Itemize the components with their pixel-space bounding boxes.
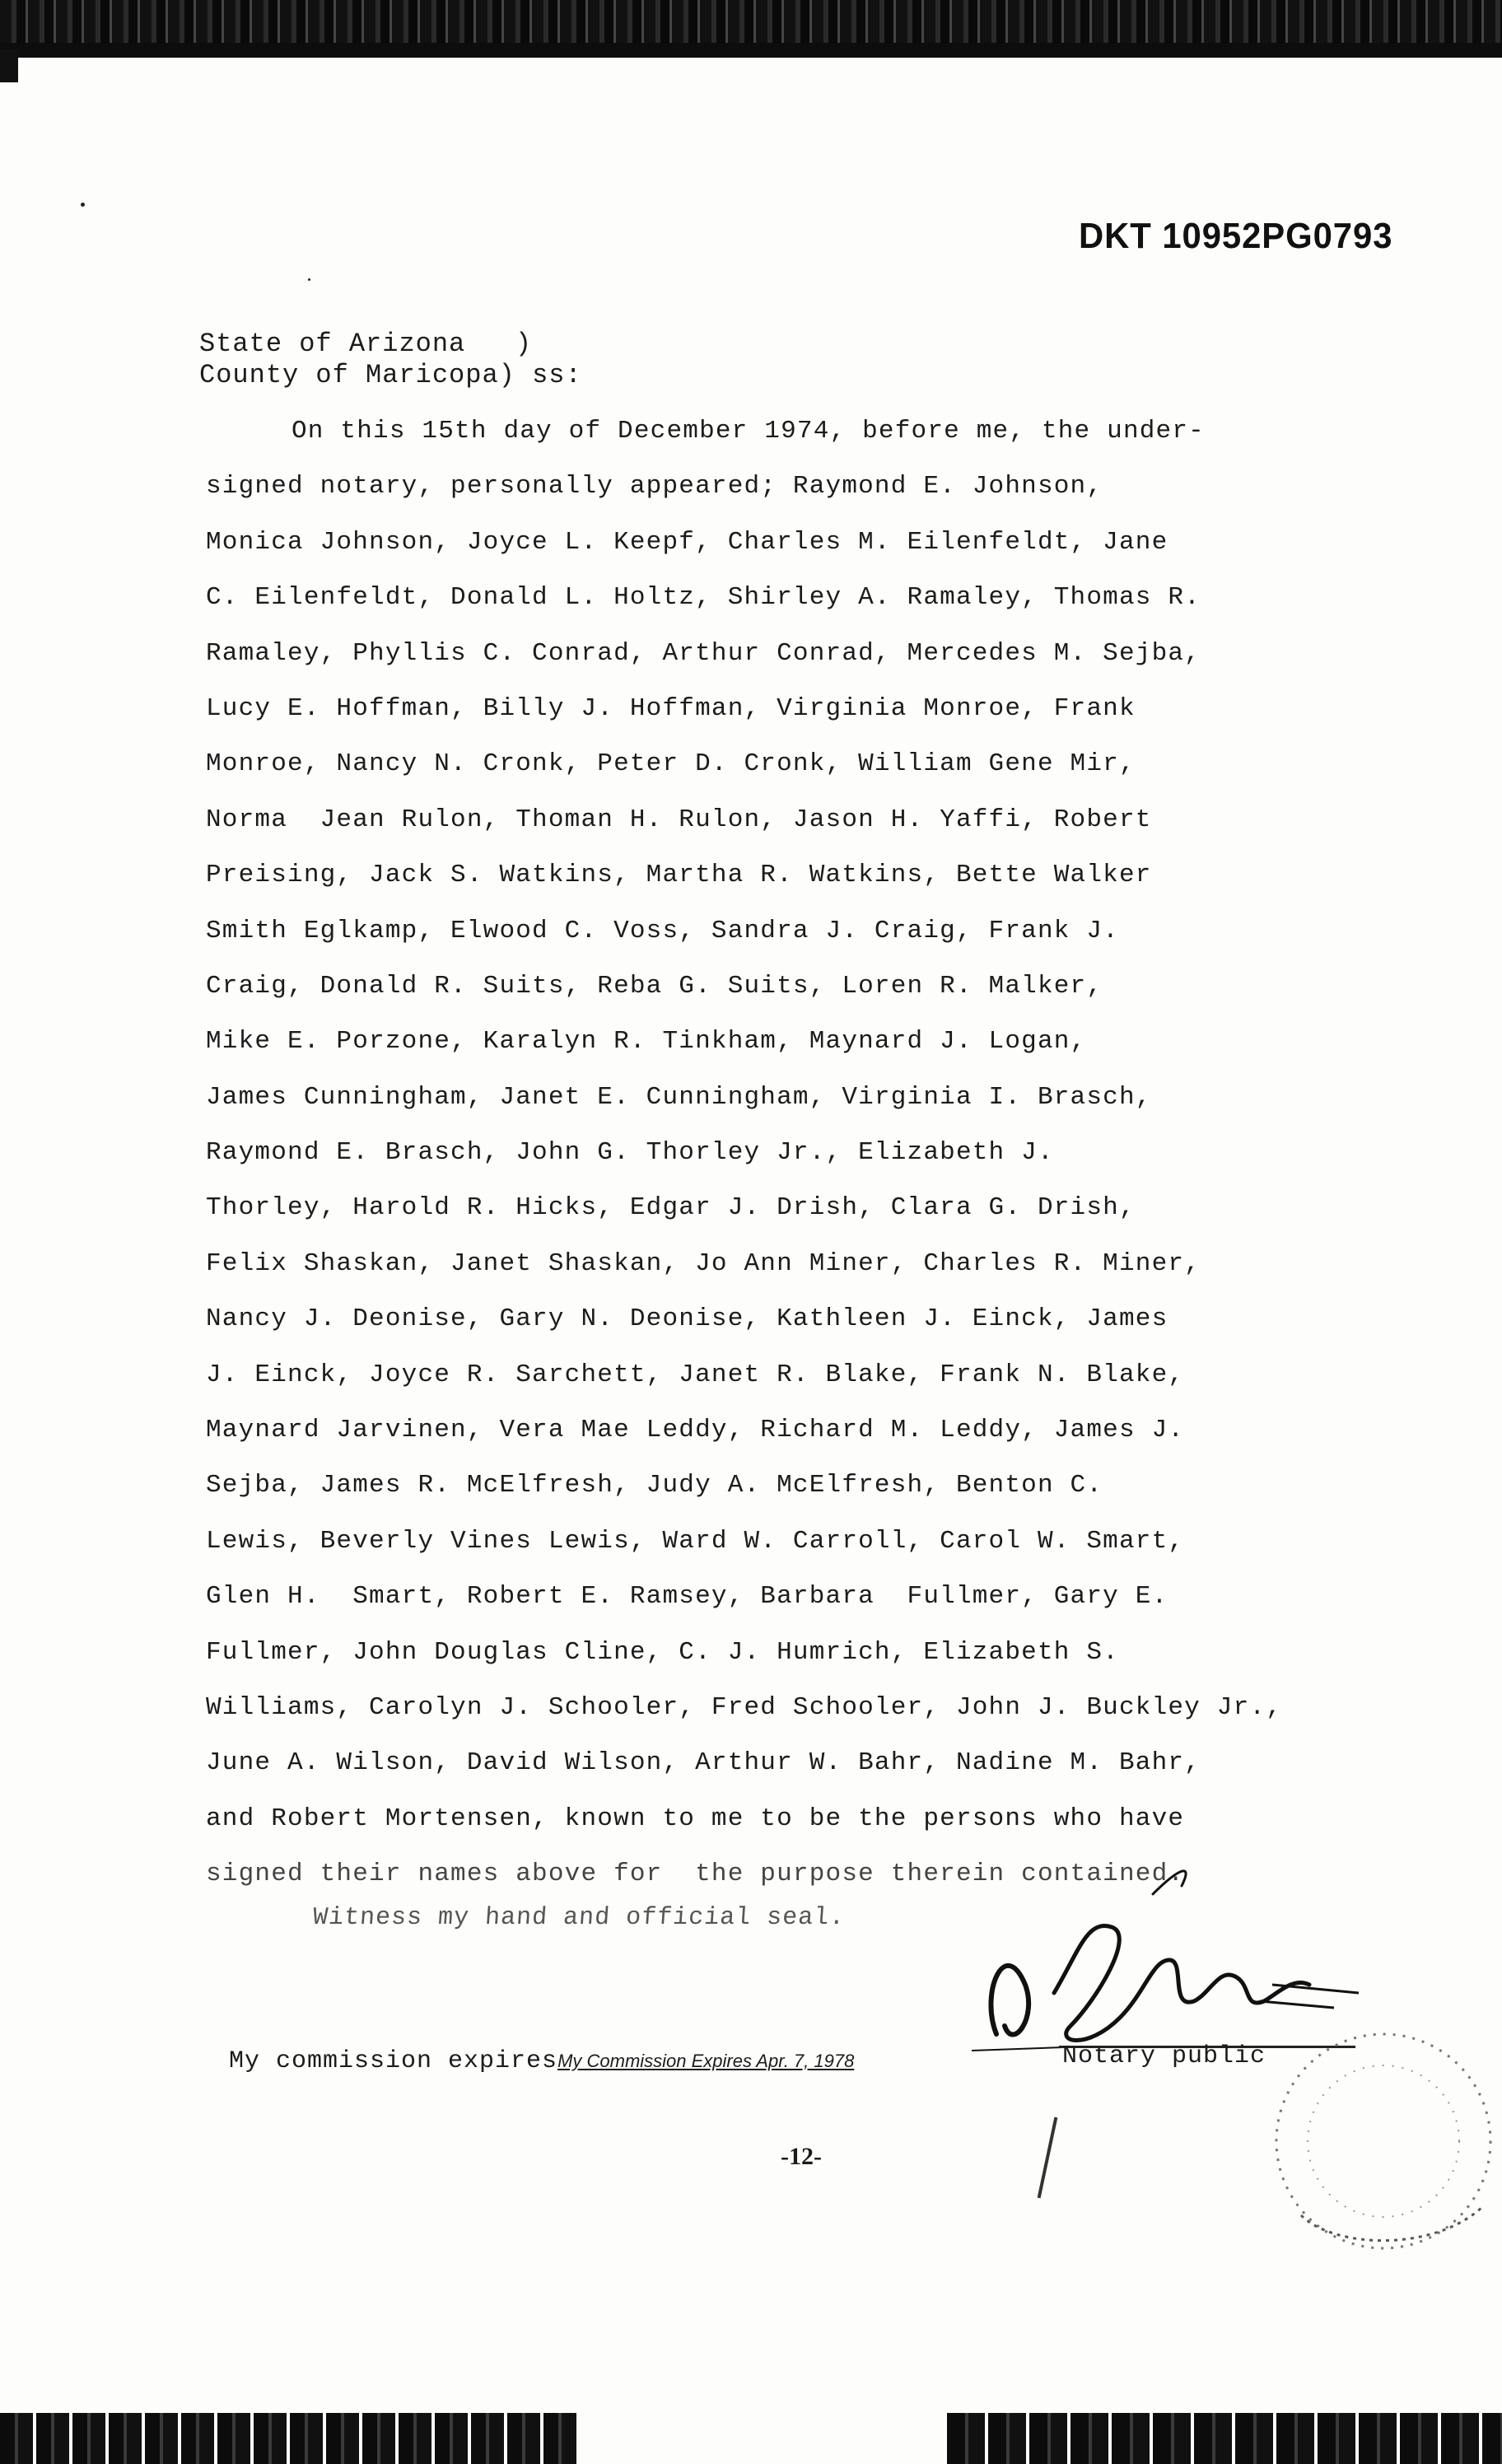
body-line: Lucy E. Hoffman, Billy J. Hoffman, Virginia Monroe, Frank	[206, 693, 1136, 723]
body-line: Sejba, James R. McElfresh, Judy A. McElfresh, Benton C.	[206, 1471, 1103, 1500]
commission-stamp: My Commission Expires Apr. 7, 1978	[557, 2051, 855, 2071]
notary-label: Notary public	[1062, 2042, 1266, 2070]
body-line: Raymond E. Brasch, John G. Thorley Jr., Elizabeth J.	[206, 1138, 1054, 1168]
body-line: J. Einck, Joyce R. Sarchett, Janet R. Blake, Frank N. Blake,	[206, 1360, 1185, 1389]
scan-speck	[308, 278, 310, 281]
body-line: Felix Shaskan, Janet Shaskan, Jo Ann Miner, Charles R. Miner,	[206, 1248, 1201, 1278]
commission-label: My commission expires	[229, 2047, 558, 2075]
scan-edge-bottom-right	[947, 2413, 1502, 2464]
body-line: Craig, Donald R. Suits, Reba G. Suits, Loren R. Malker,	[206, 971, 1103, 1001]
venue-state-line: State of Arizona )	[199, 329, 533, 359]
body-line: Norma Jean Rulon, Thoman H. Rulon, Jason H. Yaffi, Robert	[206, 805, 1152, 834]
docket-number: DKT 10952PG0793	[1079, 216, 1393, 256]
body-line: C. Eilenfeldt, Donald L. Holtz, Shirley A. Ramaley, Thomas R.	[206, 583, 1201, 613]
scan-speck	[81, 203, 85, 207]
body-line: Maynard Jarvinen, Vera Mae Leddy, Richard M. Leddy, James J.	[206, 1416, 1185, 1445]
body-line: and Robert Mortensen, known to me to be the persons who have	[206, 1804, 1185, 1833]
body-line: Glen H. Smart, Robert E. Ramsey, Barbara Fullmer, Gary E.	[206, 1582, 1168, 1612]
body-line: Smith Eglkamp, Elwood C. Voss, Sandra J. Craig, Frank J.	[206, 916, 1119, 945]
body-line: signed notary, personally appeared; Raymond E. Johnson,	[206, 472, 1103, 502]
body-line: Monica Johnson, Joyce L. Keepf, Charles M. Eilenfeldt, Jane	[206, 527, 1168, 557]
commission-expiry	[229, 2047, 854, 2075]
body-line: Lewis, Beverly Vines Lewis, Ward W. Carroll, Carol W. Smart,	[206, 1526, 1185, 1556]
body-line: Nancy J. Deonise, Gary N. Deonise, Kathleen J. Einck, James	[206, 1304, 1168, 1334]
pen-mark	[1038, 2117, 1058, 2199]
body-line: Ramaley, Phyllis C. Conrad, Arthur Conrad, Mercedes M. Sejba,	[206, 638, 1201, 668]
body-line: Williams, Carolyn J. Schooler, Fred Schooler, John J. Buckley Jr.,	[206, 1692, 1282, 1722]
body-line: Fullmer, John Douglas Cline, C. J. Humrich, Elizabeth S.	[206, 1637, 1119, 1667]
body-line: Mike E. Porzone, Karalyn R. Tinkham, Maynard J. Logan,	[206, 1027, 1087, 1057]
scan-edge-band	[0, 43, 1502, 58]
acknowledgment-body	[206, 404, 1342, 1902]
witness-line: Witness my hand and official seal.	[311, 1904, 847, 1932]
scan-edge-left	[0, 49, 18, 82]
page-number: -12-	[781, 2143, 822, 2170]
notary-seal-icon	[1219, 2009, 1499, 2273]
scan-edge-bottom-left	[0, 2413, 576, 2464]
body-line: Monroe, Nancy N. Cronk, Peter D. Cronk, William Gene Mir,	[206, 749, 1136, 779]
body-line: Preising, Jack S. Watkins, Martha R. Watkins, Bette Walker	[206, 861, 1152, 890]
body-line: Thorley, Harold R. Hicks, Edgar J. Drish, Clara G. Drish,	[206, 1193, 1136, 1223]
body-line: On this 15th day of December 1974, before me, the under-	[292, 417, 1205, 446]
venue-county-line: County of Maricopa) ss:	[199, 360, 582, 390]
body-line: June A. Wilson, David Wilson, Arthur W. Bahr, Nadine M. Bahr,	[206, 1748, 1201, 1778]
body-line: James Cunningham, Janet E. Cunningham, Virginia I. Brasch,	[206, 1082, 1152, 1112]
body-line: signed their names above for the purpose therein contained.	[206, 1860, 1185, 1889]
